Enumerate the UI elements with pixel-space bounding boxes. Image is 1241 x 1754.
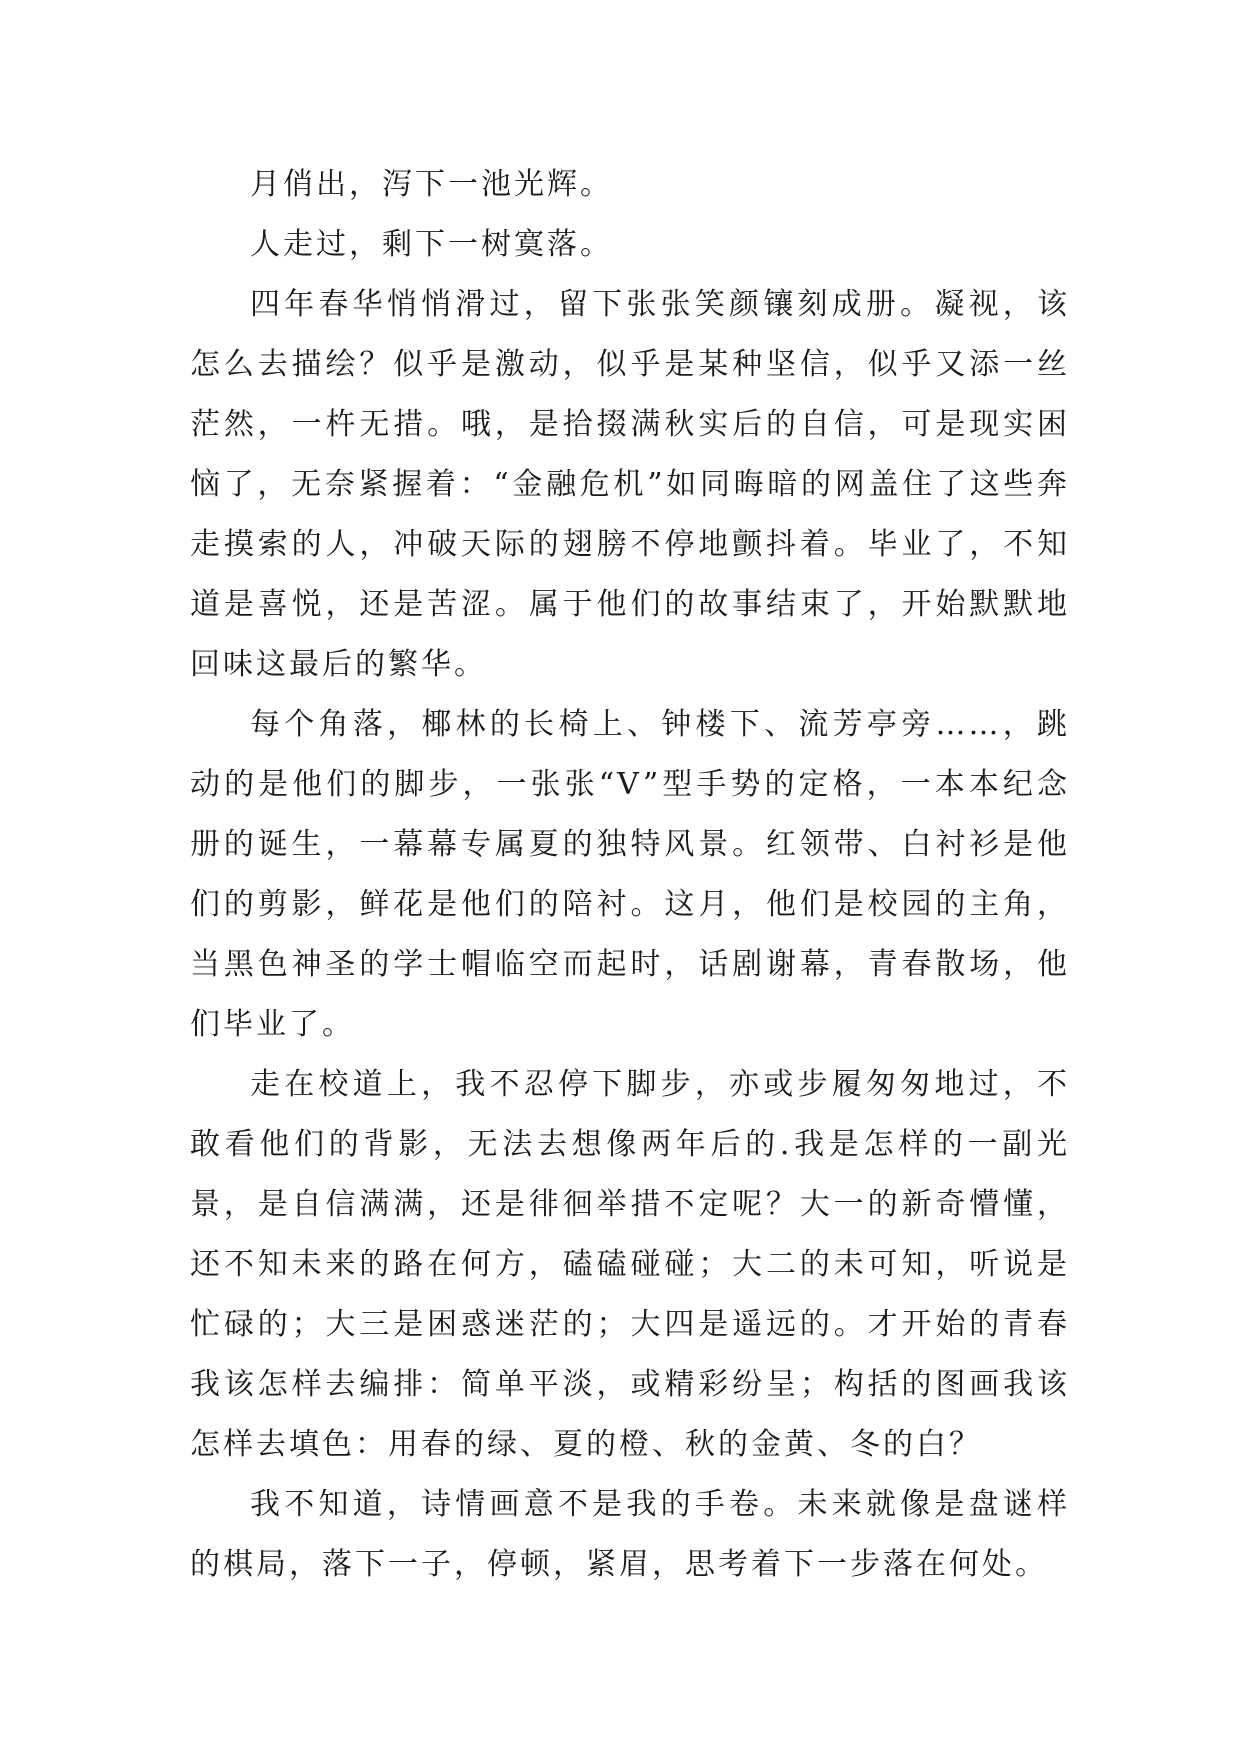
paragraph-4: 每个角落，椰林的长椅上、钟楼下、流芳亭旁……，跳动的是他们的脚步，一张张“V”型手势的定格，一本本纪念册的诞生，一幕幕专属夏的独特风景。红领带、白衬衫是他们的剪影，鲜花是他们的陪衬。这月，他们是校园的主角，当黑色神圣的学士帽临空而起时，话剧谢幕，青春散场，他们毕业了。 — [190, 707, 1070, 1042]
paragraph-1: 月俏出，泻下一池光辉。 — [250, 167, 613, 202]
paragraph-5: 走在校道上，我不忍停下脚步，亦或步履匆匆地过，不敢看他们的背影，无法去想像两年后的.我是怎样的一副光景，是自信满满，还是徘徊举措不定呢？大一的新奇懵懂，还不知未来的路在何方，磕磕碰碰；大二的未可知，听说是忙碌的；大三是困惑迷茫的；大四是遥远的。才开始的青春我该怎样去编排：简单平淡，或精彩纷呈；构括的图画我该怎样去填色：用春的绿、夏的橙、秋的金黄、冬的白？ — [190, 1067, 1070, 1462]
paragraph-6: 我不知道，诗情画意不是我的手卷。未来就像是盘谜样的棋局，落下一子，停顿，紧眉，思考着下一步落在何处。 — [190, 1487, 1070, 1582]
paragraph-2: 人走过，剩下一树寞落。 — [250, 227, 613, 262]
document-body — [190, 155, 1070, 1595]
paragraph-3: 四年春华悄悄滑过，留下张张笑颜镶刻成册。凝视，该怎么去描绘？似乎是激动，似乎是某种坚信，似乎又添一丝茫然，一杵无措。哦，是拾掇满秋实后的自信，可是现实困恼了，无奈紧握着：“金融危机”如同晦暗的网盖住了这些奔走摸索的人，冲破天际的翅膀不停地颤抖着。毕业了，不知道是喜悦，还是苦涩。属于他们的故事结束了，开始默默地回味这最后的繁华。 — [190, 287, 1070, 682]
